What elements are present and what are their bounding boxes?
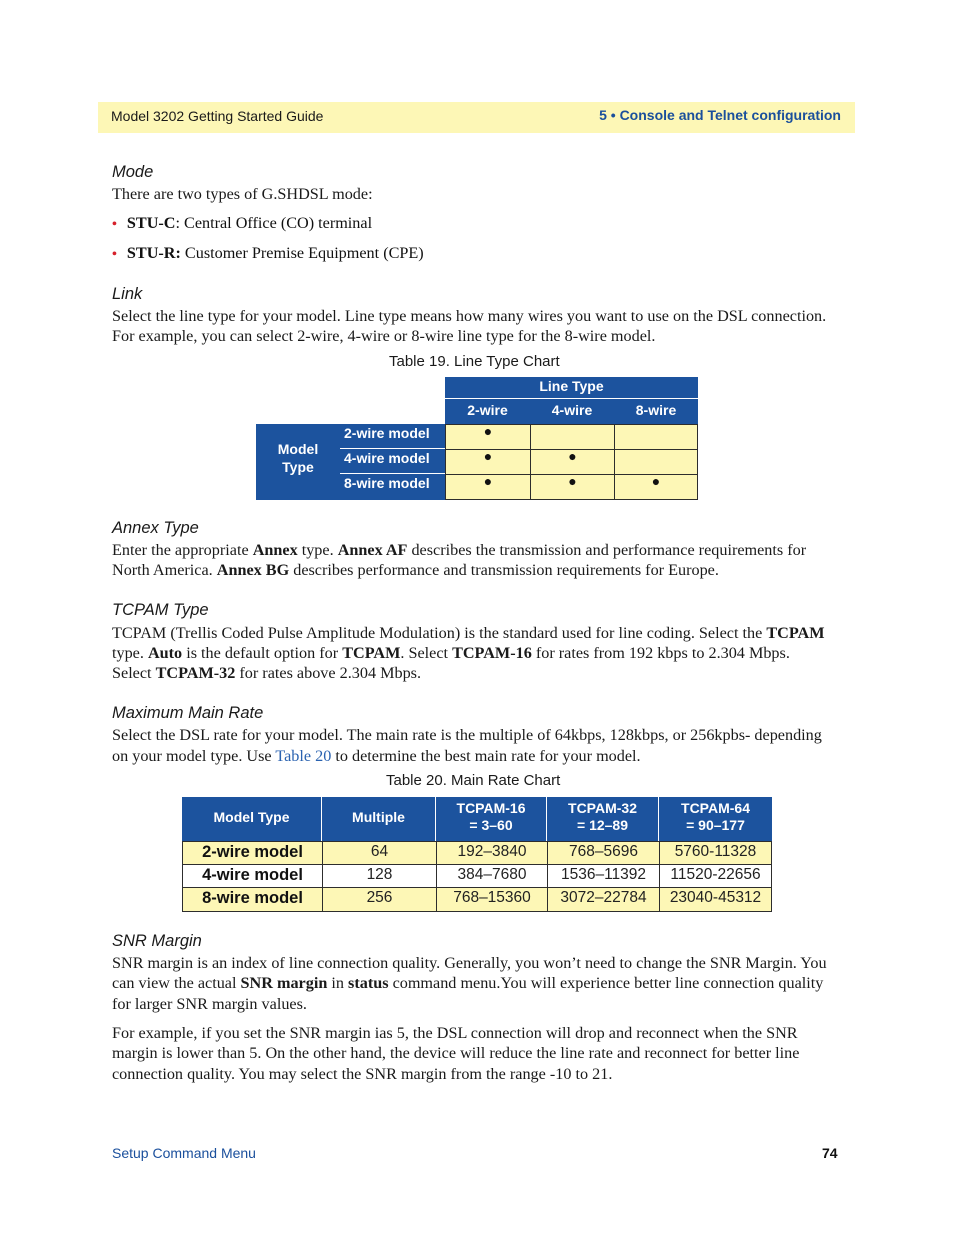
- line-type-cell: ●: [530, 449, 615, 475]
- text: command menu.You will experience better line connection quality: [388, 974, 824, 992]
- tcpam-heading: TCPAM Type: [112, 601, 209, 619]
- row-group-line-2: Type: [282, 459, 314, 475]
- snr-line-3: for larger SNR margin values.: [112, 995, 307, 1013]
- table-cell: 5760-11328: [659, 841, 772, 865]
- snr-example-line-3: connection quality. You may select the SNR margin from the range -10 to 21.: [112, 1065, 613, 1083]
- header-chapter-title: 5 • Console and Telnet configuration: [599, 107, 841, 123]
- text: in: [327, 974, 349, 992]
- emphasis: TCPAM: [342, 644, 401, 662]
- text: describes performance and transmission requirements for Europe.: [289, 561, 719, 579]
- mode-bullet-stu-r: [112, 244, 424, 263]
- text: North America.: [112, 561, 217, 579]
- table-cell: 768–15360: [436, 887, 548, 912]
- bullet-term: STU-R:: [126, 244, 181, 262]
- footer-section-title: Setup Command Menu: [112, 1145, 256, 1161]
- snr-example-line-2: margin is lower than 5. On the other hand, the device will reduce the line rate and reconnect for better line: [112, 1044, 800, 1062]
- col-header-4-wire: 4-wire: [530, 398, 614, 424]
- emphasis: TCPAM-32: [155, 664, 236, 682]
- emphasis: Annex: [252, 541, 298, 559]
- col-header-multiple: Multiple: [322, 797, 436, 841]
- table-cell: 768–5696: [547, 841, 660, 865]
- bullet-icon: •: [112, 247, 117, 262]
- link-heading: Link: [112, 285, 143, 303]
- line-type-cell: [614, 449, 698, 475]
- col-header-tcpam-16: [436, 797, 547, 841]
- table20-link[interactable]: Table 20: [275, 747, 332, 765]
- emphasis: Annex AF: [337, 541, 408, 559]
- text: for rates above 2.304 Mbps.: [235, 664, 422, 682]
- link-line-2: For example, you can select 2-wire, 4-wire or 8-wire line type for the 8-wire model.: [112, 327, 656, 345]
- row-header-8-wire-model: 8-wire model: [340, 474, 445, 500]
- text: TCPAM (Trellis Coded Pulse Amplitude Modulation) is the standard used for line coding. Select the: [112, 624, 767, 642]
- text: type.: [297, 541, 338, 559]
- bullet-text: Central Office (CO) terminal: [184, 214, 373, 232]
- row-label-2-wire-model: 2-wire model: [182, 841, 323, 865]
- table20-caption: Table 20. Main Rate Chart: [386, 772, 561, 789]
- tcpam-line-2: [112, 643, 847, 664]
- bullet-sep: :: [175, 214, 185, 232]
- running-header: [98, 102, 855, 133]
- table-cell: 3072–22784: [547, 887, 660, 912]
- bullet-term: STU-C: [126, 214, 176, 232]
- page-number: 74: [822, 1145, 838, 1161]
- line-type-cell: ●: [445, 424, 531, 450]
- header-line: TCPAM-32: [568, 800, 637, 816]
- emphasis: status: [348, 974, 389, 992]
- tcpam-line-3: [112, 663, 847, 684]
- maxrate-heading: Maximum Main Rate: [112, 704, 264, 722]
- table-cell: 192–3840: [436, 841, 548, 865]
- table-cell: 11520-22656: [659, 864, 772, 888]
- col-group-header: Line Type: [445, 377, 698, 398]
- mode-bullet-stu-c: [112, 214, 372, 233]
- emphasis: TCPAM-16: [452, 644, 532, 662]
- col-header-model-type: Model Type: [182, 797, 322, 841]
- text: to determine the best main rate for your model.: [331, 747, 641, 765]
- table-cell: 23040-45312: [659, 887, 772, 912]
- table-cell: 1536–11392: [547, 864, 660, 888]
- row-label-4-wire-model: 4-wire model: [182, 864, 323, 888]
- header-line: = 3–60: [469, 817, 513, 833]
- text: Enter the appropriate: [112, 541, 253, 559]
- text: . Select: [400, 644, 453, 662]
- emphasis: TCPAM: [766, 624, 825, 642]
- mode-heading: Mode: [112, 163, 154, 181]
- col-header-8-wire: 8-wire: [614, 398, 698, 424]
- line-type-cell: ●: [614, 474, 698, 500]
- emphasis: SNR margin: [240, 974, 328, 992]
- line-type-cell: [614, 424, 698, 450]
- row-group-line-1: Model: [277, 441, 319, 457]
- annex-heading: Annex Type: [112, 519, 199, 537]
- table-cell: 64: [322, 841, 437, 865]
- tcpam-line-1: [112, 623, 847, 644]
- snr-line-1: SNR margin is an index of line connection quality. Generally, you won’t need to change the SNR Margin. You: [112, 954, 827, 972]
- row-label-8-wire-model: 8-wire model: [182, 887, 323, 912]
- emphasis: Annex BG: [216, 561, 290, 579]
- mode-intro: There are two types of G.SHDSL mode:: [112, 185, 373, 203]
- maxrate-line-2: [112, 746, 847, 767]
- text: for rates from 192 kbps to 2.304 Mbps.: [531, 644, 790, 662]
- text: on your model type. Use: [112, 747, 276, 765]
- col-header-tcpam-32: [547, 797, 659, 841]
- line-type-cell: ●: [530, 474, 615, 500]
- snr-example-line-1: For example, if you set the SNR margin ias 5, the DSL connection will drop and reconnect when the SNR: [112, 1024, 798, 1042]
- col-header-tcpam-64: [659, 797, 772, 841]
- annex-line-2: [112, 560, 847, 581]
- col-header-2-wire: 2-wire: [445, 398, 530, 424]
- bullet-text: Customer Premise Equipment (CPE): [184, 244, 424, 262]
- line-type-cell: [530, 424, 615, 450]
- line-type-cell: ●: [445, 474, 531, 500]
- text: type.: [112, 644, 148, 662]
- text: Select: [112, 664, 156, 682]
- text: is the default option for: [182, 644, 343, 662]
- line-type-cell: ●: [445, 449, 531, 475]
- snr-heading: SNR Margin: [112, 932, 202, 950]
- link-line-1: Select the line type for your model. Line type means how many wires you want to use on the DSL connection.: [112, 307, 827, 325]
- text: describes the transmission and performance requirements for: [407, 541, 807, 559]
- header-line: = 90–177: [686, 817, 745, 833]
- row-group-header: [256, 424, 340, 500]
- header-guide-title: Model 3202 Getting Started Guide: [111, 108, 324, 124]
- header-line: = 12–89: [577, 817, 628, 833]
- annex-line-1: [112, 540, 847, 561]
- maxrate-line-1: Select the DSL rate for your model. The main rate is the multiple of 64kbps, 128kbps, or 256kpbs- depending: [112, 726, 822, 744]
- text: can view the actual: [112, 974, 241, 992]
- row-header-4-wire-model: 4-wire model: [340, 449, 445, 474]
- header-line: TCPAM-16: [456, 800, 526, 816]
- table-cell: 384–7680: [436, 864, 548, 888]
- bullet-icon: •: [112, 217, 117, 232]
- row-header-2-wire-model: 2-wire model: [340, 424, 445, 449]
- table19-caption: Table 19. Line Type Chart: [389, 353, 560, 370]
- header-line: TCPAM-64: [681, 800, 750, 816]
- emphasis: Auto: [147, 644, 183, 662]
- table-cell: 128: [322, 864, 437, 888]
- snr-line-2: [112, 973, 847, 994]
- table-cell: 256: [322, 887, 437, 912]
